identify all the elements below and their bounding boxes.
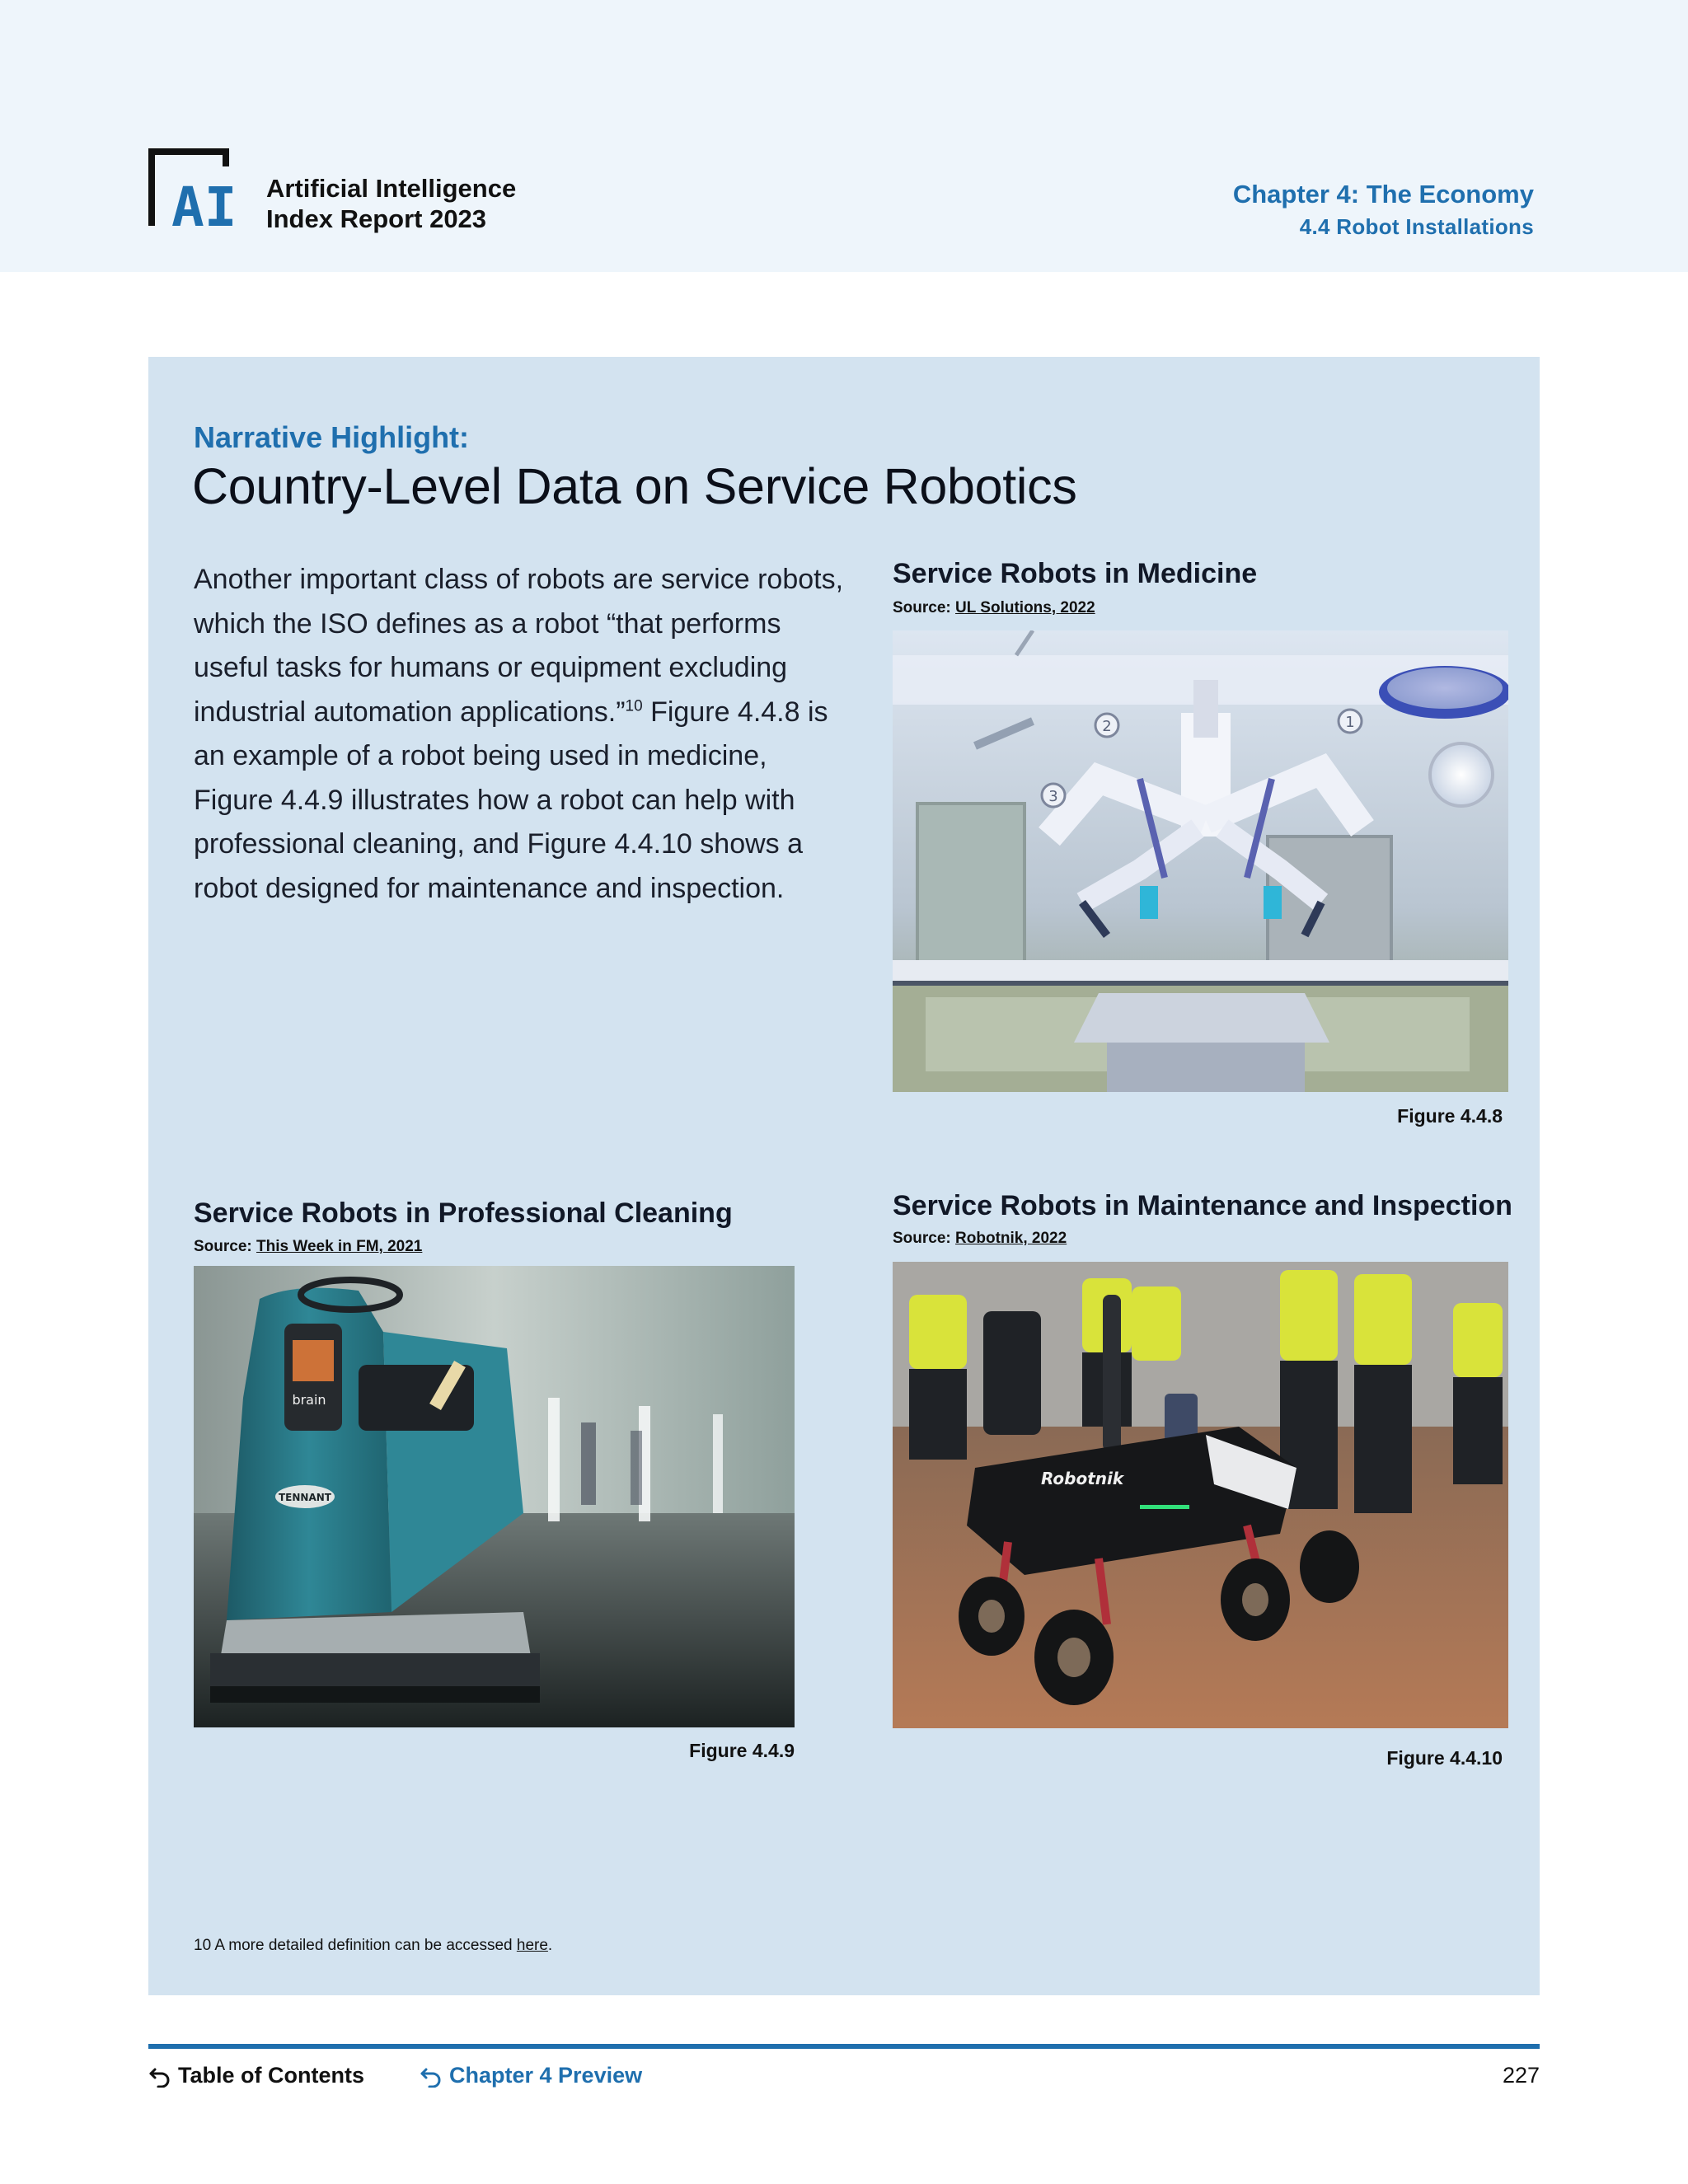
highlight-kicker: Narrative Highlight:	[194, 420, 470, 454]
figure-source-medicine	[893, 599, 1095, 617]
figure-title-medicine: Service Robots in Medicine	[893, 558, 1258, 589]
figure-caption-4-4-9: Figure 4.4.9	[689, 1740, 795, 1761]
figure-title-maintenance: Service Robots in Maintenance and Inspection	[893, 1190, 1512, 1221]
section-title[interactable]: 4.4 Robot Installations	[1299, 214, 1534, 239]
footnote-text: 10 A more detailed definition can be accessed	[194, 1937, 517, 1954]
figure-caption-4-4-10: Figure 4.4.10	[1386, 1747, 1503, 1769]
source-label: Source:	[893, 599, 956, 616]
intro-text: Another important class of robots are service robots, which the ISO defines as a robot “that performs useful tasks for humans or equipment excluding industrial automation applications.”	[194, 564, 844, 728]
logo-text: AI	[171, 176, 237, 229]
report-title	[266, 173, 516, 234]
figure-source-cleaning	[194, 1238, 422, 1256]
footnote-ref[interactable]: 10	[625, 697, 643, 715]
report-title-line2: Index Report 2023	[266, 204, 487, 233]
footnote-link[interactable]: here	[516, 1937, 548, 1954]
footer-rule	[148, 2044, 1540, 2049]
arm-label-1: 1	[1345, 714, 1355, 731]
cleaning-robot-photo	[194, 1266, 795, 1727]
source-label: Source:	[194, 1238, 257, 1255]
return-arrow-icon	[148, 2064, 171, 2088]
figure-source-maintenance	[893, 1230, 1067, 1248]
brain-label: brain	[292, 1392, 326, 1408]
return-arrow-icon	[420, 2064, 443, 2088]
arm-label-2: 2	[1102, 718, 1112, 735]
chapter-preview-label: Chapter 4 Preview	[449, 2063, 643, 2088]
table-of-contents-link[interactable]	[148, 2063, 364, 2088]
source-link[interactable]: UL Solutions, 2022	[955, 599, 1095, 616]
tennant-label: TENNANT	[279, 1492, 331, 1503]
source-label: Source:	[893, 1230, 956, 1247]
medicine-robot-photo	[893, 630, 1508, 1092]
inspection-robot-photo	[893, 1262, 1508, 1728]
intro-paragraph	[194, 558, 853, 911]
source-link[interactable]: This Week in FM, 2021	[256, 1238, 423, 1255]
chapter-title[interactable]: Chapter 4: The Economy	[1232, 180, 1534, 209]
figure-caption-4-4-8: Figure 4.4.8	[1397, 1105, 1503, 1127]
source-link[interactable]: Robotnik, 2022	[955, 1230, 1067, 1247]
robotnik-label: Robotnik	[1041, 1469, 1124, 1488]
intro-text-continued: Figure 4.4.8 is an example of a robot being used in medicine, Figure 4.4.9 illustrates how a robot can help with professional cleaning, and Figure 4.4.10 shows a robot designed for maintenance and inspection.	[194, 696, 828, 904]
page-number: 227	[1502, 2063, 1540, 2088]
figure-title-cleaning: Service Robots in Professional Cleaning	[194, 1197, 733, 1229]
report-title-line1: Artificial Intelligence	[266, 174, 517, 203]
table-of-contents-label: Table of Contents	[178, 2063, 364, 2088]
footnote-end: .	[547, 1937, 553, 1954]
highlight-title: Country-Level Data on Service Robotics	[192, 458, 1077, 514]
ai-index-logo	[148, 148, 239, 229]
arm-label-3: 3	[1048, 788, 1058, 805]
footnote	[194, 1937, 552, 1955]
chapter-preview-link[interactable]	[420, 2063, 642, 2088]
